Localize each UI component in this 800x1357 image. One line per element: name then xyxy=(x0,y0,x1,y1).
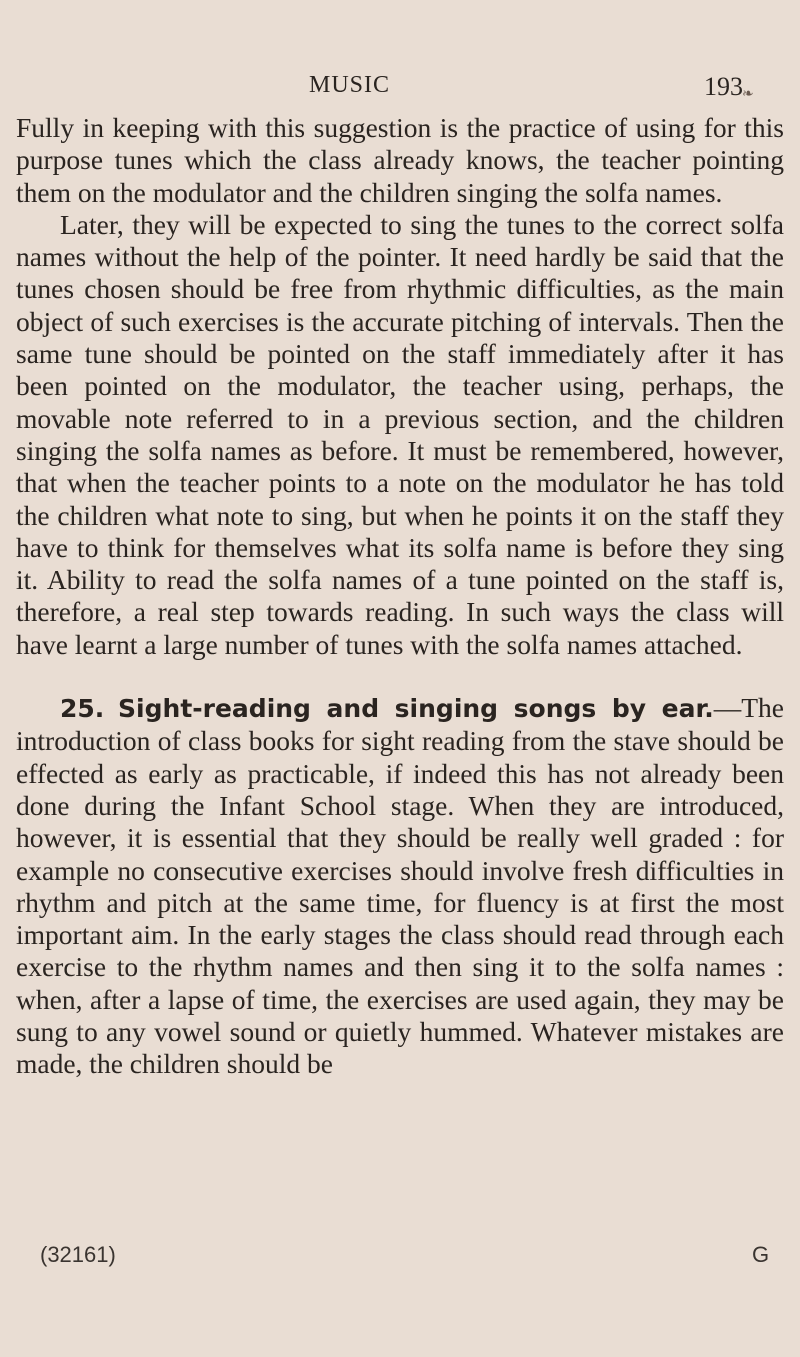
section-number: 25. xyxy=(60,694,105,724)
section-heading: Sight-reading and singing songs by ear. xyxy=(118,694,714,724)
running-head: MUSIC xyxy=(309,72,391,98)
section-25 xyxy=(16,692,784,1081)
paragraph-1: Fully in keeping with this suggestion is the practice of using for this purpose tunes which the class already knows, the teacher pointing them on the modulator and the children singing the solfa names. xyxy=(16,112,784,208)
print-code: (32161) xyxy=(40,1242,116,1267)
page-number: 193 xyxy=(704,72,743,101)
corner-mark: ❧ xyxy=(742,86,754,102)
body-text xyxy=(16,112,784,1081)
page-header xyxy=(0,72,800,112)
section-text: —The introduction of class books for sight reading from the stave should be effected as early as practicable, if indeed this has not already been done during the Infant School stage. When they are introduced, however, it is essential that they should be really well graded : for example no consecutive exercises should involve fresh difficulties in rhythm and pitch at the same time, for fluency is at first the most important aim. In the early stages the class should read through each exercise to the rhythm names and then sing it to the solfa names : when, after a lapse of time, the exercises are used again, they may be sung to any vowel sound or quietly hummed. Whatever mistakes are made, the children should be xyxy=(16,692,784,1080)
signature-mark: G xyxy=(752,1242,770,1267)
paragraph-2: Later, they will be expected to sing the tunes to the correct solfa names without the help of the pointer. It need hardly be said that the tunes chosen should be free from rhythmic difficulties, as the main object of such exercises is the accurate pitching of intervals. Then the same tune should be pointed on the staff immediately after it has been pointed on the modulator, the teacher using, perhaps, the movable note referred to in a previous section, and the children singing the solfa names as before. It must be remembered, however, that when the teacher points to a note on the modulator he has told the children what note to sing, but when he points it on the staff they have to think for themselves what its solfa name is before they sing it. Ability to read the solfa names of a tune pointed on the staff is, therefore, a real step towards reading. In such ways the class will have learnt a large number of tunes with the solfa names attached. xyxy=(16,208,784,660)
page-footer xyxy=(0,1242,800,1282)
